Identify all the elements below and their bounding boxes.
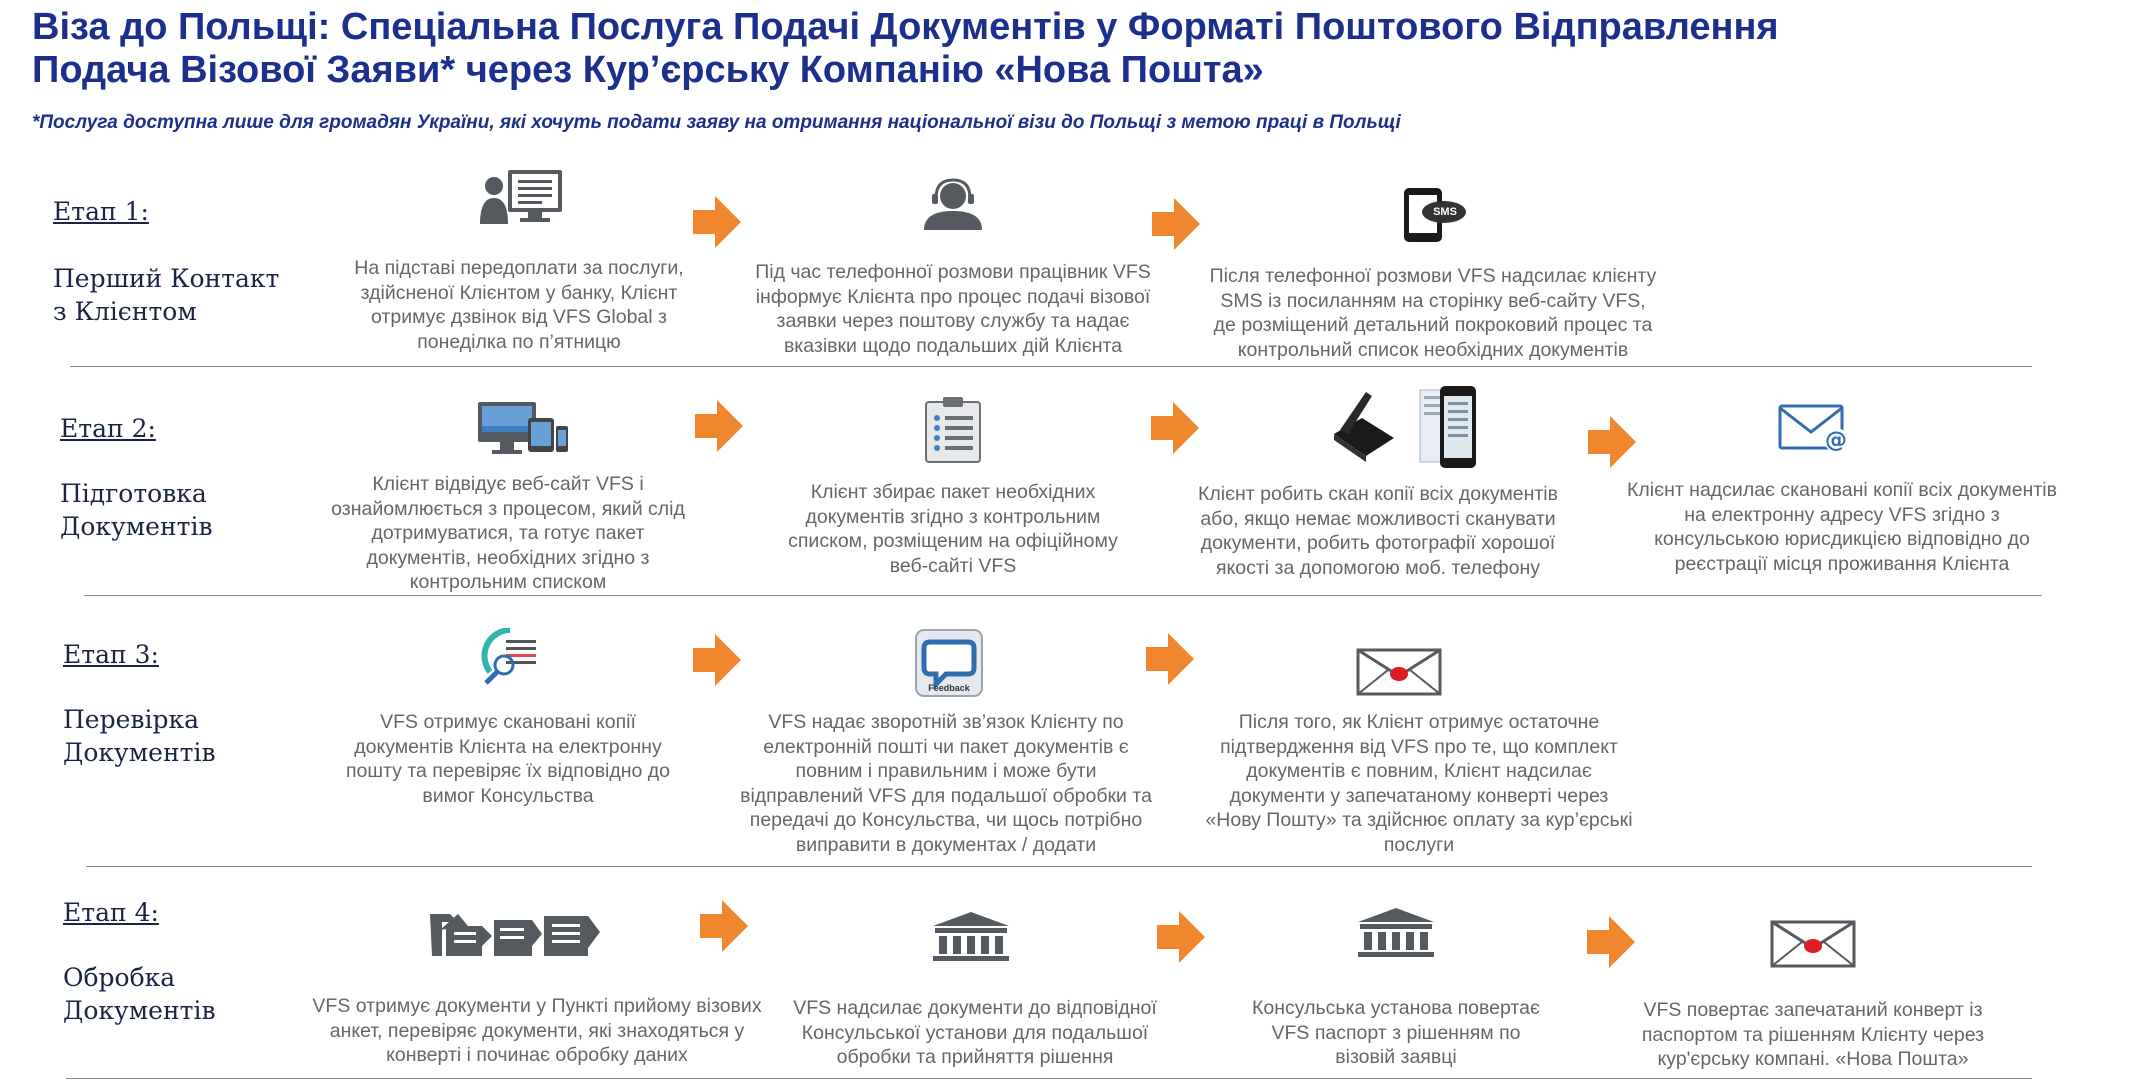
step-4-4-text: VFS повертає запечатаний конверт із паспортом та рішенням Клієнту через кур'єрську компані. «Нова Пошта» — [1641, 999, 1985, 1070]
step-1-2-text: Під час телефонної розмови працівник VFS інформує Клієнта про процес подачі візової заявки через поштову службу та надає вказівки щодо подальших дій Клієнта — [755, 261, 1151, 357]
email-icon — [1778, 404, 1852, 454]
stage-3-label: Етап 3: — [63, 640, 159, 669]
arrow-right-icon — [693, 196, 741, 248]
document-search-icon — [480, 628, 540, 686]
sealed-envelope-icon — [1356, 648, 1442, 696]
step-2-3-text: Клієнт робить скан копії всіх документів або, якщо немає можливості сканувати документи, робить фотографії хорошої якості за допомогою моб. телефону — [1198, 483, 1558, 579]
stage-1-name: Перший Контакт з Клієнтом — [53, 264, 280, 326]
stage-2-name: Підготовка Документів — [60, 479, 213, 541]
title-line-2: Подача Візової Заяви* через Кур’єрську Компанію «Нова Пошта» — [32, 49, 1264, 91]
arrow-right-icon — [1157, 911, 1205, 963]
stage-4-name: Обробка Документів — [63, 963, 216, 1025]
step-3-3-text: Після того, як Клієнт отримує остаточне підтвердження від VFS про те, що комплект документів є повним, Клієнт надсилає документи у запечатаному конверті через «Нову Пошту» та здійснює оплату за кур’єрські послуги — [1205, 711, 1633, 856]
step-2-1-text: Клієнт відвідує веб-сайт VFS і ознайомлюється з процесом, який слід дотримуватися, та готує пакет документів, необхідних згідно з контрольним списком — [331, 473, 685, 593]
sms-badge-label: SMS — [1433, 206, 1457, 218]
devices-icon — [476, 400, 570, 456]
computer-support-icon — [478, 168, 566, 226]
building-icon — [1356, 906, 1436, 958]
sms-phone-icon — [1402, 186, 1470, 244]
step-4-1-text: VFS отримує документи у Пункті прийому візових анкет, перевіряє документи, які знаходяться у конверті і починає обробку даних — [312, 995, 762, 1066]
title-line-1: Віза до Польщі: Спеціальна Послуга Подачі Документів у Форматі Поштового Відправлення — [32, 6, 1779, 48]
step-1-3-text: Після телефонної розмови VFS надсилає клієнту SMS із посиланням на сторінку веб-сайту VFS, де розміщений детальний покроковий процес та контрольний список необхідних документів — [1209, 265, 1657, 361]
stage-1-label: Етап 1: — [53, 197, 149, 226]
step-4-2-text: VFS надсилає документи до відповідної Консульської установи для подальшої обробки та прийняття рішення — [793, 997, 1157, 1068]
arrow-right-icon — [693, 634, 741, 686]
footnote: *Послуга доступна лише для громадян України, які хочуть подати заяву на отримання національної візи до Польщі з метою праці в Польщі — [32, 112, 1401, 133]
arrow-right-icon — [1587, 916, 1635, 968]
checklist-clipboard-icon — [923, 396, 983, 464]
step-3-1-text: VFS отримує скановані копії документів Клієнта на електронну пошту та перевіряє їх відповідно до вимог Консульства — [345, 711, 671, 807]
stage-2-label: Етап 2: — [60, 414, 156, 443]
arrow-right-icon — [1588, 416, 1636, 468]
page-title — [32, 6, 2112, 92]
step-1-1-text: На підставі передоплати за послуги, здійсненої Клієнтом у банку, Клієнт отримує дзвінок від VFS Global з понеділка по п’ятницю — [354, 257, 684, 353]
step-4-3-text: Консульська установа повертає VFS паспорт з рішенням по візовій заявці — [1252, 997, 1540, 1068]
call-center-agent-icon — [920, 178, 986, 230]
svg-text:@: @ — [1825, 428, 1847, 453]
step-2-2-text: Клієнт збирає пакет необхідних документів згідно з контрольним списком, розміщеним на офіційному веб-сайті VFS — [788, 481, 1118, 577]
arrow-right-icon — [1146, 633, 1194, 685]
document-flow-icon — [428, 910, 608, 960]
feedback-icon — [914, 628, 984, 698]
feedback-badge-label: Feedback — [928, 683, 970, 693]
arrow-right-icon — [1151, 402, 1199, 454]
stage-4-label: Етап 4: — [63, 898, 159, 927]
arrow-right-icon — [700, 900, 748, 952]
scanner-phone-icon — [1332, 384, 1482, 470]
sealed-envelope-icon — [1770, 920, 1856, 968]
arrow-right-icon — [1152, 198, 1200, 250]
step-3-2-text: VFS надає зворотній зв’язок Клієнту по електронній пошті чи пакет документів є повним і правильним і може бути відправлений VFS для подальшої обробки та передачі до Консульства, чи щось потрібно виправити в документах / додати — [740, 711, 1152, 856]
stage-divider — [70, 366, 2032, 367]
stage-3-name: Перевірка Документів — [63, 705, 216, 767]
stage-divider — [84, 595, 2042, 596]
stage-divider — [66, 1078, 2032, 1079]
arrow-right-icon — [695, 400, 743, 452]
stage-divider — [86, 866, 2032, 867]
building-icon — [931, 910, 1011, 962]
step-2-4-text: Клієнт надсилає скановані копії всіх документів на електронну адресу VFS згідно з консульською юрисдикцією відповідно до реєстрації місця проживання Клієнта — [1627, 479, 2057, 575]
